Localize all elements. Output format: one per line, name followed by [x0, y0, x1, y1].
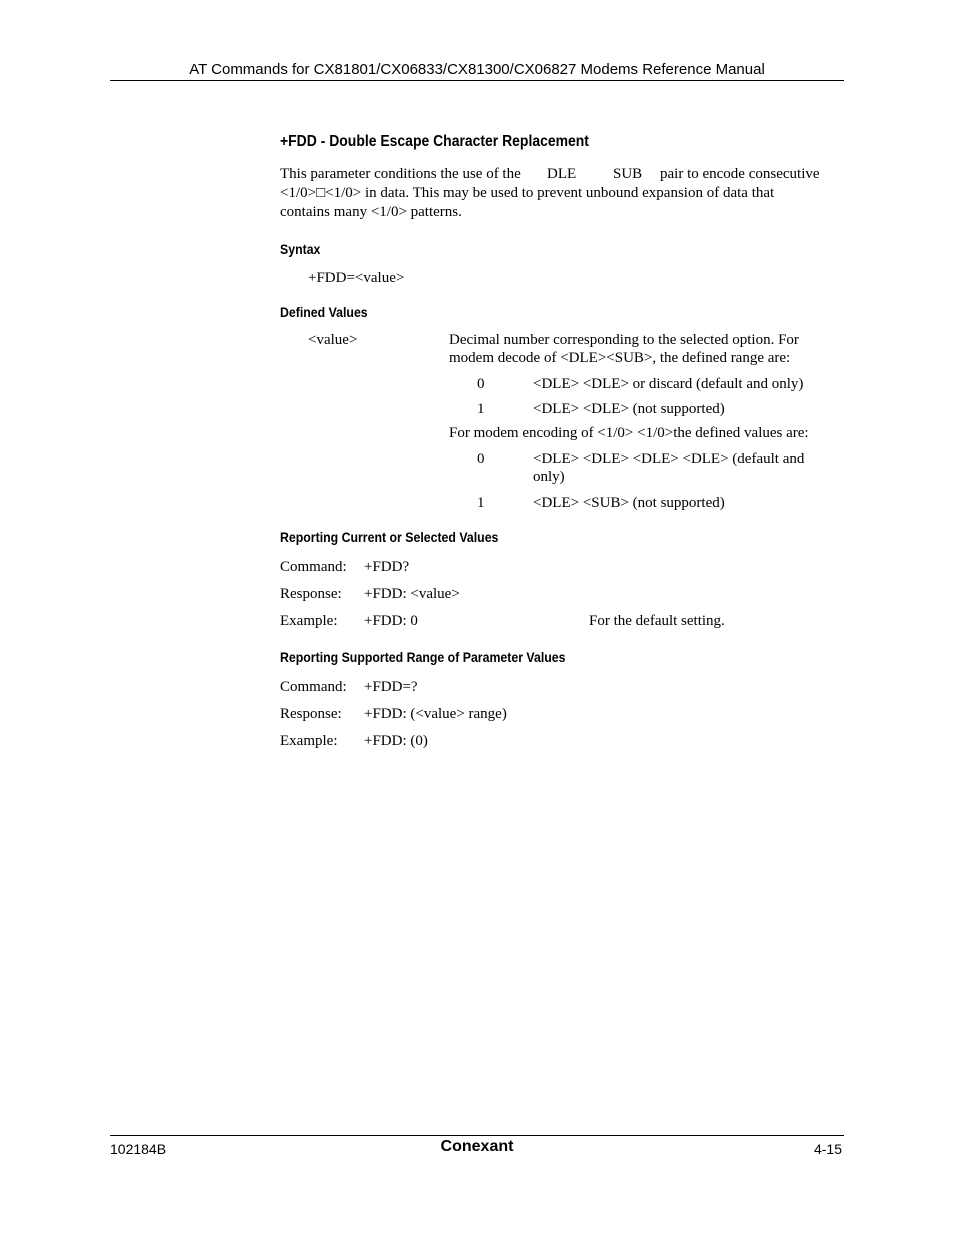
row-value: +FDD=? [364, 679, 418, 695]
header-rule [110, 80, 844, 81]
defined-values-heading: Defined Values [280, 304, 368, 320]
syntax-heading: Syntax [280, 241, 321, 257]
param-desc-line-1: Decimal number corresponding to the selected option. For [449, 332, 799, 348]
row-note: For the default setting. [589, 613, 725, 629]
reporting-current-heading: Reporting Current or Selected Values [280, 529, 499, 545]
intro-line-3: contains many <1/0> patterns. [280, 204, 462, 220]
row-value: +FDD? [364, 559, 410, 575]
row-value: +FDD: <value> [364, 586, 460, 602]
intro-line-1b: pair to encode consecutive [660, 166, 820, 182]
param-name: <value> [308, 332, 358, 348]
running-header: AT Commands for CX81801/CX06833/CX81300/CX06827 Modems Reference Manual [189, 61, 765, 78]
decode-option-num: 0 [477, 376, 485, 392]
footer-page-number: 4-15 [813, 1141, 842, 1157]
row-value: +FDD: 0 [364, 613, 418, 629]
intro-line-1a: This parameter conditions the use of the [280, 166, 521, 182]
row-label: Example: [280, 733, 338, 749]
decode-option-text: <DLE> <DLE> (not supported) [533, 401, 725, 417]
encode-option-text-cont: only) [533, 469, 565, 485]
footer-rule [110, 1135, 844, 1136]
intro-sub: SUB [613, 166, 643, 182]
syntax-command: +FDD=<value> [308, 270, 405, 286]
encode-option-num: 0 [477, 451, 485, 467]
intro-dle: DLE [547, 166, 577, 182]
section-title: +FDD - Double Escape Character Replacement [280, 133, 589, 150]
intro-line-2: <1/0>□<1/0> in data. This may be used to prevent unbound expansion of data that [280, 185, 775, 201]
row-value: +FDD: (0) [364, 733, 428, 749]
reporting-supported-heading: Reporting Supported Range of Parameter Values [280, 649, 566, 665]
decode-option-text: <DLE> <DLE> or discard (default and only) [533, 376, 804, 392]
row-value: +FDD: (<value> range) [364, 706, 507, 722]
encode-intro: For modem encoding of <1/0> <1/0>the defined values are: [449, 425, 809, 441]
footer-doc-number: 102184B [110, 1141, 167, 1157]
footer-company: Conexant [440, 1138, 514, 1155]
row-label: Command: [280, 559, 347, 575]
encode-option-text: <DLE> <DLE> <DLE> <DLE> (default and [533, 451, 805, 467]
decode-option-num: 1 [477, 401, 485, 417]
encode-option-num: 1 [477, 495, 485, 511]
encode-option-text: <DLE> <SUB> (not supported) [533, 495, 725, 511]
row-label: Example: [280, 613, 338, 629]
row-label: Command: [280, 679, 347, 695]
row-label: Response: [280, 706, 342, 722]
row-label: Response: [280, 586, 342, 602]
param-desc-line-2: modem decode of <DLE><SUB>, the defined range are: [449, 350, 791, 366]
